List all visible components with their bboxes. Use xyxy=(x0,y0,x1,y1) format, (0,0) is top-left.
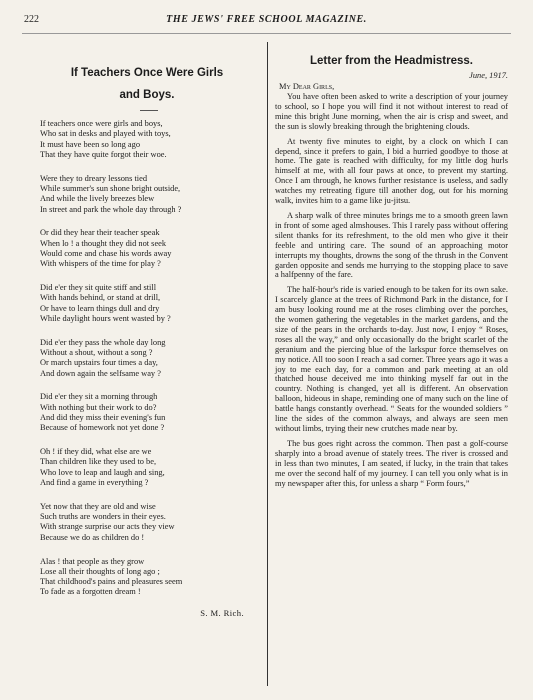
poem-line: In street and park the whole day through ? xyxy=(40,204,182,214)
poem-line: With whispers of the time for play ? xyxy=(40,259,161,269)
poem-line: And did they miss their evening's fun xyxy=(40,413,166,423)
poem-line: And down again the selfsame way ? xyxy=(40,368,161,378)
poem-line: Did e'er they sit a morning through xyxy=(40,392,158,402)
poem-line: That childhood's pains and pleasures seem xyxy=(40,577,183,587)
poem-line: With hands behind, or stand at drill, xyxy=(40,293,161,303)
poem-line: Alas ! that people as they grow xyxy=(40,556,145,566)
page-header xyxy=(18,14,515,28)
poem-title-line-2: and Boys. xyxy=(119,89,175,101)
poem-line: Such truths are wonders in their eyes. xyxy=(40,512,166,522)
poem-line: With nothing but their work to do? xyxy=(40,402,157,412)
poem-body xyxy=(40,119,258,598)
letter-paragraph: The bus goes right across the common. Then past a golf-course sharply into a broad avenue of stately trees. The river is crossed and in less than two minutes, I am seated, if lucky, in the train that takes me over the second half of my journey. I can tell you only what is in my newspaper after this, for unless a sharp “ Form fours,” xyxy=(275,438,508,488)
poem-line: While daylight hours went wasted by ? xyxy=(40,313,171,323)
poem-line: Than children like they used to be, xyxy=(40,457,157,467)
letter-paragraph: The half-hour's ride is varied enough to be taken for its own sake. I scarcely glance at the trees of Richmond Park in the distance, for I am busy looking round me at the roses climbing over the porches, the women gathering the vegetables in the market gardens, and the size of the pears in the orchards to-day. Just now, I enjoy “ Roses, roses all the way,” and only occasionally do the bright scarlet of the geranium and the piercing blue of the larkspur force themselves on my notice. All too soon I reach a sad corner. Three years ago it was a joy to me each day, for a common and park meeting at an old thatched house deceived me into thinking myself far out in the country. Nothing is changed, yet all is different. An observation balloon, hideous in shape, reminding one of many such on the line of battle hangs constantly overhead. “ Seats for the wounded soldiers ” line the sides of the common always, and always are seen men without limbs, trying their new crutches made near by. xyxy=(275,285,508,433)
magazine-title: THE JEWS' FREE SCHOOL MAGAZINE. xyxy=(166,14,367,25)
letter-column xyxy=(275,54,508,493)
poem-line: Or have to learn things dull and dry xyxy=(40,303,160,313)
page-number: 222 xyxy=(24,14,39,25)
poem-title-line-1: If Teachers Once Were Girls xyxy=(70,67,224,79)
letter-salutation: My Dear Girls, xyxy=(279,82,335,91)
poem-line: Who love to leap and laugh and sing, xyxy=(40,467,165,477)
poem-line: Did e'er they sit quite stiff and still xyxy=(40,283,157,293)
poem-line: And find a game in everything ? xyxy=(40,478,149,488)
poem-stanza xyxy=(40,228,258,269)
poem-stanza xyxy=(40,119,258,160)
poem-line: When lo ! a thought they did not seek xyxy=(40,238,167,248)
letter-paragraph: You have often been asked to write a description of your journey to school, so I hope you will find it not without interest to read of mine this bright June morning, when the air is crisp and sweet, and the sun is slowly breaking through the brightening clouds. xyxy=(275,92,508,131)
letter-paragraph: A sharp walk of three minutes brings me to a smooth green lawn in front of some aged almshouses. This I rarely pass without offering silent thanks for its refreshment, to the old men who give it their feeble and untiring care. The sound of an approaching motor interrupts my thoughts, drowns the song of the thrush in the Convent garden opposite and sends me hurrying to the stopping place to save a halfpenny of the fare. xyxy=(275,210,508,280)
poem-line: Were they to dreary lessons tied xyxy=(40,173,148,183)
poem-line: If teachers once were girls and boys, xyxy=(40,119,163,128)
letter-paragraph: At twenty five minutes to eight, by a clock on which I can depend, since it prefers to gain, I bid a hurried goodbye to those at home. The gate is reached with difficulty, for my little dog hurls himself at me, with all four paws at once, to prevent my starting. Once I am through, he knows further resistance is useless, and sadly watches my retreating figure till another dog, out for his morning walk, invites him to a game like ju-jitsu. xyxy=(275,136,508,206)
poem-line: Lose all their thoughts of long ago ; xyxy=(40,566,160,576)
letter-date: June, 1917. xyxy=(469,71,508,80)
poem-stanza xyxy=(40,392,258,433)
poem-stanza xyxy=(40,447,258,488)
poem-line: Because we do as children do ! xyxy=(40,532,145,542)
poem-stanza xyxy=(40,502,258,543)
header-rule xyxy=(22,33,511,34)
poem-line: And while the lively breezes blew xyxy=(40,194,155,204)
poem-stanza xyxy=(40,283,258,324)
column-divider xyxy=(267,42,268,686)
poem-stanza xyxy=(40,174,258,215)
poem-line: Would come and chase his words away xyxy=(40,248,172,258)
poem-line: While summer's sun shone bright outside, xyxy=(40,183,181,193)
poem-line: Because of homework not yet done ? xyxy=(40,423,165,433)
poem-column xyxy=(40,62,258,618)
poem-title xyxy=(36,62,258,106)
poem-line: Yet now that they are old and wise xyxy=(40,501,156,511)
poem-line: Or march upstairs four times a day, xyxy=(40,358,158,368)
poem-stanza xyxy=(40,557,258,598)
poem-stanza xyxy=(40,338,258,379)
poem-signature: S. M. Rich. xyxy=(200,608,244,619)
poem-line: To fade as a forgotten dream ! xyxy=(40,587,141,597)
letter-body xyxy=(275,92,508,488)
letter-title: Letter from the Headmistress. xyxy=(310,55,473,67)
title-rule xyxy=(140,110,158,111)
poem-line: With strange surprise our acts they view xyxy=(40,522,175,532)
poem-line: Without a shout, without a song ? xyxy=(40,348,153,358)
poem-line: It must have been so long ago xyxy=(40,139,141,149)
poem-line: Did e'er they pass the whole day long xyxy=(40,337,166,347)
poem-line: Who sat in desks and played with toys, xyxy=(40,129,171,139)
poem-line: Oh ! if they did, what else are we xyxy=(40,447,152,457)
poem-line: That they have quite forgot their woe. xyxy=(40,149,167,159)
poem-line: Or did they hear their teacher speak xyxy=(40,228,160,238)
